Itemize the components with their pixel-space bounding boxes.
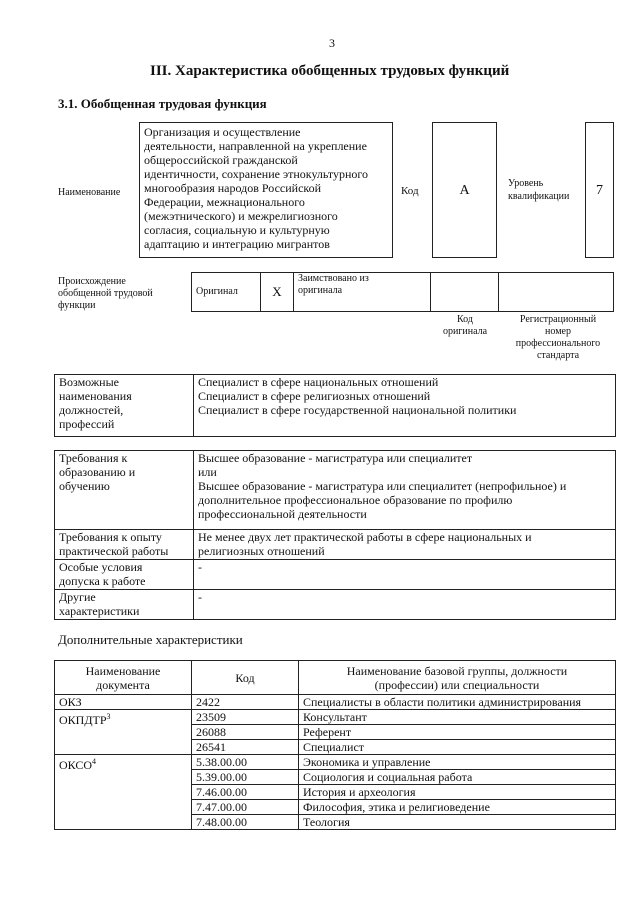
origin-code-caption-line: Код (457, 314, 473, 325)
req-value-line: дополнительное профессиональное образование по профилю (198, 493, 513, 507)
add-header-doc-line: Наименование (85, 663, 161, 678)
otf-name-line: (межэтнического) и межрелигиозного (144, 209, 338, 223)
otf-name-line: адаптацию и интеграцию мигрантов (144, 237, 330, 251)
origin-label-line: Происхождение (58, 276, 126, 287)
origin-original-label: Оригинал (196, 286, 238, 297)
add-row-name: Экономика и управление (299, 755, 616, 770)
origin-original-cell (192, 273, 261, 312)
otf-name-line: общероссийской гражданской (144, 153, 298, 167)
add-header-doc-line: документа (96, 677, 150, 692)
add-row-doc (55, 710, 192, 755)
origin-code-caption (430, 314, 500, 338)
add-row-code: 7.46.00.00 (192, 785, 299, 800)
add-row-name: Теология (299, 815, 616, 830)
add-row-name: История и археология (299, 785, 616, 800)
add-header-code: Код (192, 661, 299, 695)
add-row-name: Референт (299, 725, 616, 740)
origin-code-cell (431, 273, 499, 312)
add-doc-name: ОКСО (59, 758, 93, 772)
origin-borrowed-line: Заимствовано из (298, 273, 369, 284)
add-row-code: 5.38.00.00 (192, 755, 299, 770)
req-education-label (55, 451, 194, 530)
origin-reg-cell (499, 273, 614, 312)
otf-code-value: A (459, 183, 470, 198)
positions-label-cell (55, 375, 194, 437)
otf-name-line: идентичности, сохранение этнокультурного (144, 167, 369, 181)
add-doc-footnote: 3 (106, 712, 111, 721)
add-header-name (299, 661, 616, 695)
otf-level-label-2: квалификации (508, 191, 570, 202)
req-experience-label (55, 530, 194, 560)
add-row-doc (55, 755, 192, 830)
add-row-name: Специалист (299, 740, 616, 755)
add-doc-name: ОКЗ (59, 695, 82, 709)
subsection-title: 3.1. Обобщенная трудовая функция (58, 96, 267, 111)
add-doc-footnote: 4 (92, 757, 97, 766)
add-row-doc (55, 695, 192, 710)
requirements-table (54, 450, 616, 620)
req-label-line: обучению (59, 479, 110, 493)
add-row-name: Философия, этика и религиоведение (299, 800, 616, 815)
req-label-line: практической работы (59, 544, 169, 558)
req-other-label (55, 590, 194, 620)
otf-level-box (585, 122, 614, 258)
position-item: Специалист в сфере государственной национальной политики (198, 403, 517, 417)
position-item: Специалист в сфере национальных отношений (198, 375, 439, 389)
otf-name-line: многообразия народов Российской (144, 181, 322, 195)
origin-borrowed-cell (294, 273, 431, 312)
section-title: III. Характеристика обобщенных трудовых функций (150, 63, 510, 79)
add-row-code: 2422 (192, 695, 299, 710)
req-label-line: Особые условия (59, 560, 143, 574)
position-item: Специалист в сфере религиозных отношений (198, 389, 431, 403)
otf-name-line: Федерации, межнационального (144, 195, 305, 209)
origin-original-mark: X (261, 273, 294, 312)
positions-label-line: профессий (59, 417, 115, 431)
additional-table (54, 660, 616, 830)
add-header-doc (55, 661, 192, 695)
origin-label-line: функции (58, 300, 96, 311)
positions-label-line: наименования (59, 389, 132, 403)
req-special-label (55, 560, 194, 590)
add-row-code: 23509 (192, 710, 299, 725)
add-row-name: Социология и социальная работа (299, 770, 616, 785)
add-row-code: 26088 (192, 725, 299, 740)
otf-name-box (139, 122, 393, 258)
req-label-line: образованию и (59, 465, 136, 479)
origin-label (58, 276, 153, 312)
req-value-line: или (198, 465, 217, 479)
add-row-code: 7.47.00.00 (192, 800, 299, 815)
page-number: 3 (329, 36, 335, 50)
req-other-value (194, 590, 616, 620)
req-value-line: профессиональной деятельности (198, 507, 367, 521)
origin-reg-caption-line: номер (545, 326, 571, 337)
req-label-line: допуска к работе (59, 574, 146, 588)
origin-reg-caption-line: стандарта (536, 350, 580, 361)
otf-code-label: Код (401, 185, 419, 197)
otf-level-value: 7 (596, 183, 603, 198)
req-value-line: религиозных отношений (198, 544, 325, 558)
add-row-name: Консультант (299, 710, 616, 725)
req-value-line: Высшее образование - магистратура или специалитет (непрофильное) и (198, 479, 567, 493)
add-header-name-line: Наименование базовой группы, должности (346, 663, 568, 678)
add-row-name: Специалисты в области политики администрирования (299, 695, 616, 710)
otf-level-label-1: Уровень (508, 178, 544, 189)
add-row-code: 7.48.00.00 (192, 815, 299, 830)
otf-code-box (432, 122, 497, 258)
otf-name-line: согласия, социальную и культурную (144, 223, 330, 237)
add-row-code: 26541 (192, 740, 299, 755)
req-value-line: Не менее двух лет практической работы в сфере национальных и (198, 530, 532, 544)
add-row-code: 5.39.00.00 (192, 770, 299, 785)
otf-name-line: деятельности, направленной на укрепление (144, 139, 367, 153)
otf-name-label: Наименование (58, 187, 121, 198)
req-label-line: Другие (59, 590, 96, 604)
origin-reg-caption-line: профессионального (515, 338, 601, 349)
req-label-line: характеристики (59, 604, 140, 618)
origin-table (191, 272, 614, 312)
req-value-line: - (198, 560, 202, 574)
origin-label-line: обобщенной трудовой (58, 288, 153, 299)
origin-code-caption-line: оригинала (442, 326, 488, 337)
positions-value-cell (194, 375, 616, 437)
add-header-name-line: (профессии) или специальности (374, 677, 540, 692)
origin-borrowed-line: оригинала (298, 285, 343, 296)
add-doc-name: ОКПДТР (59, 713, 107, 727)
positions-label-line: Возможные (59, 375, 119, 389)
req-label-line: Требования к (59, 451, 128, 465)
origin-reg-caption (500, 314, 616, 362)
positions-table (54, 374, 616, 437)
req-education-value (194, 451, 616, 530)
req-experience-value (194, 530, 616, 560)
positions-label-line: должностей, (59, 403, 124, 417)
origin-reg-caption-line: Регистрационный (519, 314, 597, 325)
req-label-line: Требования к опыту (59, 530, 162, 544)
req-special-value (194, 560, 616, 590)
otf-name-line: Организация и осуществление (144, 125, 301, 139)
additional-title: Дополнительные характеристики (58, 632, 243, 647)
req-value-line: - (198, 590, 202, 604)
req-value-line: Высшее образование - магистратура или специалитет (198, 451, 473, 465)
